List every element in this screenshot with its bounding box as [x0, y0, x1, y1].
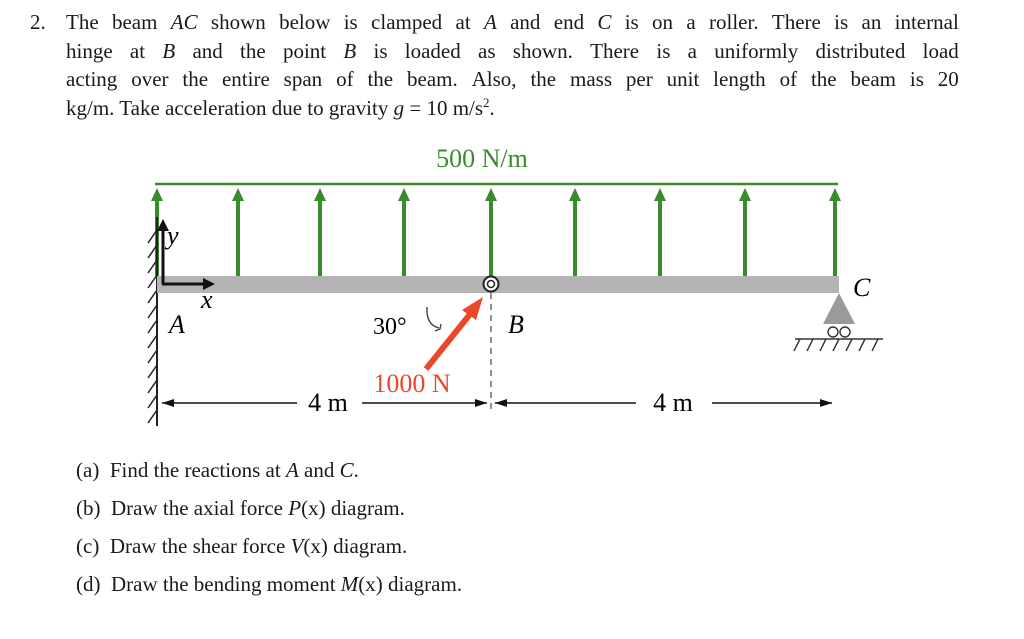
ground-hatch-line: [794, 339, 800, 351]
problem-word: internal: [894, 10, 959, 34]
wall-hatch-line: [148, 335, 157, 348]
problem-word: C: [597, 10, 612, 34]
question-b: (b) Draw the axial force P(x) diagram.: [76, 496, 405, 520]
force-label: 1000 N: [373, 369, 451, 398]
force-arrow-shaft: [426, 313, 471, 369]
support-triangle: [823, 293, 855, 324]
problem-word: is: [343, 10, 358, 34]
problem-word: B: [162, 38, 176, 63]
load-arrows: [151, 188, 841, 276]
problem-word: is: [373, 38, 388, 63]
problem-word: is: [624, 10, 639, 34]
problem-word: end: [553, 10, 585, 34]
angle-label: 30°: [373, 314, 407, 340]
wall-hatch-line: [148, 305, 157, 318]
problem-word: Also,: [471, 67, 517, 91]
problem-word: acting: [66, 67, 118, 91]
load-label: 500 N/m: [436, 144, 528, 173]
problem-word: 20: [937, 67, 959, 91]
problem-word: There: [590, 38, 640, 63]
problem-word: shown.: [512, 38, 573, 63]
ground-hatch-line: [872, 339, 878, 351]
distributed-load: [151, 144, 841, 276]
load-arrowhead-icon: [398, 188, 410, 201]
load-arrowhead-icon: [569, 188, 581, 201]
problem-word: A: [483, 10, 497, 34]
load-arrowhead-icon: [739, 188, 751, 201]
wall-hatch-line: [148, 320, 157, 333]
problem-word: The: [66, 10, 99, 34]
problem-word: B: [343, 38, 357, 63]
problem-word: is: [834, 10, 849, 34]
problem-word: roller.: [709, 10, 759, 34]
problem-word: hinge: [66, 38, 113, 63]
roller-right: [840, 327, 850, 337]
wall-hatch-line: [148, 290, 157, 303]
problem-word: load: [922, 38, 959, 63]
problem-word: There: [771, 10, 821, 34]
problem-word: span: [283, 67, 323, 91]
span-left-label: 4 m: [308, 388, 348, 417]
problem-word: AC: [170, 10, 198, 34]
problem-word: of: [779, 67, 798, 91]
problem-word: beam: [850, 67, 896, 91]
problem-word: the: [530, 67, 557, 91]
hinge-b: [484, 277, 499, 292]
ground-hatch-line: [859, 339, 865, 351]
point-c-label: C: [853, 273, 871, 302]
dim-right-end-arrow-icon: [820, 399, 832, 407]
problem-word: beam.: [407, 67, 458, 91]
problem-word: below: [279, 10, 331, 34]
dim-left-start-arrow-icon: [162, 399, 174, 407]
load-arrowhead-icon: [232, 188, 244, 201]
ground-hatch-line: [807, 339, 813, 351]
problem-word: and: [510, 10, 541, 34]
problem-word: the: [182, 67, 209, 91]
question-c: (c) Draw the shear force V(x) diagram.: [76, 534, 408, 558]
wall-hatch-line: [148, 350, 157, 363]
problem-word: the: [367, 67, 394, 91]
wall-hatch-line: [148, 380, 157, 393]
problem-word: is: [909, 67, 924, 91]
angle-indicator: [373, 307, 441, 340]
question-a: (a) Find the reactions at A and C.: [76, 458, 359, 482]
coordinate-axes: [157, 219, 215, 314]
point-b-label: B: [508, 310, 524, 339]
problem-word: a: [686, 10, 696, 34]
problem-word: clamped: [371, 10, 443, 34]
y-axis-label: y: [167, 221, 179, 250]
problem-word: as: [478, 38, 496, 63]
problem-word: the: [240, 38, 266, 63]
problem-word: beam: [111, 10, 158, 34]
dim-left-end-arrow-icon: [475, 399, 487, 407]
load-arrowhead-icon: [314, 188, 326, 201]
problem-word: per: [625, 67, 653, 91]
angle-arc: [427, 307, 439, 328]
problem-word: entire: [221, 67, 270, 91]
problem-word: at: [455, 10, 471, 34]
load-arrowhead-icon: [829, 188, 841, 201]
problem-word: and: [192, 38, 223, 63]
problem-word: over: [131, 67, 169, 91]
span-right-label: 4 m: [653, 388, 693, 417]
load-arrowhead-icon: [485, 188, 497, 201]
wall-hatch-line: [148, 275, 157, 288]
dimension-lines: [162, 388, 832, 417]
load-arrowhead-icon: [654, 188, 666, 201]
point-a-label: A: [169, 310, 185, 339]
problem-line-4: kg/m. Take acceleration due to gravity g = 10 $m/s^2$.: [66, 94, 495, 120]
wall-hatch-line: [148, 410, 157, 423]
problem-word: shown: [210, 10, 266, 34]
problem-number: 2.: [30, 10, 46, 34]
problem-word: an: [861, 10, 882, 34]
wall-hatch-line: [148, 395, 157, 408]
ground-hatch-line: [820, 339, 826, 351]
wall-hatch-line: [148, 365, 157, 378]
x-axis-label: x: [201, 285, 213, 314]
ground-hatch-line: [846, 339, 852, 351]
problem-word: mass: [570, 67, 612, 91]
problem-word: the: [810, 67, 837, 91]
dim-right-start-arrow-icon: [495, 399, 507, 407]
problem-word: a: [687, 38, 697, 63]
problem-word: on: [652, 10, 674, 34]
problem-word: at: [129, 38, 146, 63]
problem-word: loaded: [404, 38, 461, 63]
load-arrowhead-icon: [151, 188, 163, 201]
problem-word: unit: [666, 67, 700, 91]
ground-hatch-line: [833, 339, 839, 351]
problem-word: of: [336, 67, 354, 91]
roller-left: [828, 327, 838, 337]
problem-word: uniformly: [714, 38, 799, 63]
gravity-symbol: g: [393, 95, 405, 120]
problem-word: length: [713, 67, 766, 91]
problem-word: distributed: [815, 38, 906, 63]
question-d: (d) Draw the bending moment M(x) diagram.: [76, 572, 463, 596]
problem-word: is: [656, 38, 671, 63]
applied-force: [373, 297, 483, 398]
problem-word: point: [282, 38, 327, 63]
